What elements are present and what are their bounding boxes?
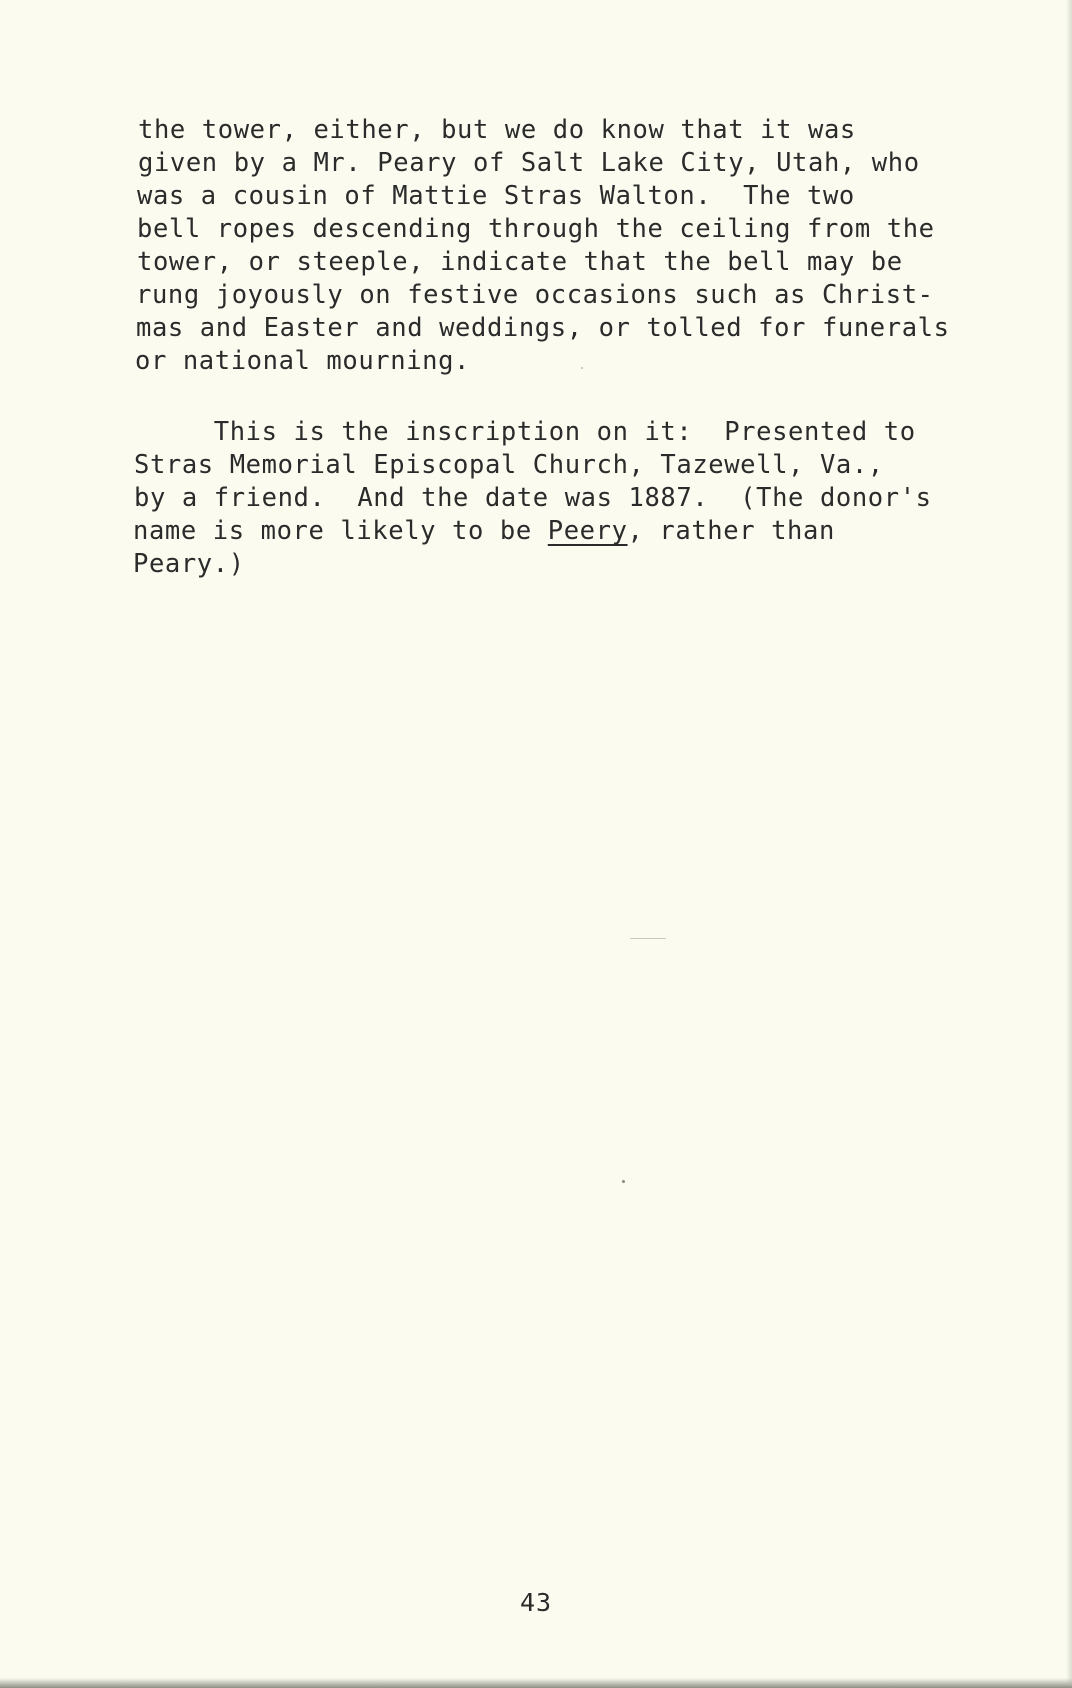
- text-line: This is the inscription on it: Presented to: [134, 417, 916, 447]
- text-line: rung joyously on festive occasions such as Christ-: [136, 280, 934, 310]
- paragraph-1: [0, 0, 1072, 376]
- page-edge-right: [1066, 0, 1072, 1688]
- text-line: tower, or steeple, indicate that the bell may be: [137, 247, 903, 277]
- text-segment: name is more likely to be: [133, 516, 548, 546]
- text-line: Peary.): [133, 549, 245, 579]
- text-line: by a friend. And the date was 1887. (The donor's: [134, 483, 932, 513]
- page-number: 43: [520, 1588, 553, 1617]
- text-line: [133, 516, 835, 546]
- page-edge-bottom: [0, 1678, 1072, 1688]
- paper-speck: [622, 1180, 625, 1183]
- text-line: the tower, either, but we do know that it was: [138, 115, 856, 145]
- text-line: bell ropes descending through the ceiling from the: [137, 214, 935, 244]
- text-line: given by a Mr. Peary of Salt Lake City, Utah, who: [138, 148, 920, 178]
- text-line: Stras Memorial Episcopal Church, Tazewell, Va.,: [134, 450, 884, 480]
- underlined-word: Peery: [547, 516, 628, 546]
- text-segment: , rather than: [627, 516, 835, 546]
- paper-streak: [630, 938, 666, 939]
- paper-speck: [581, 367, 583, 369]
- text-line: or national mourning.: [135, 346, 470, 376]
- text-line: was a cousin of Mattie Stras Walton. The two: [137, 181, 855, 211]
- text-line: mas and Easter and weddings, or tolled for funerals: [136, 313, 950, 343]
